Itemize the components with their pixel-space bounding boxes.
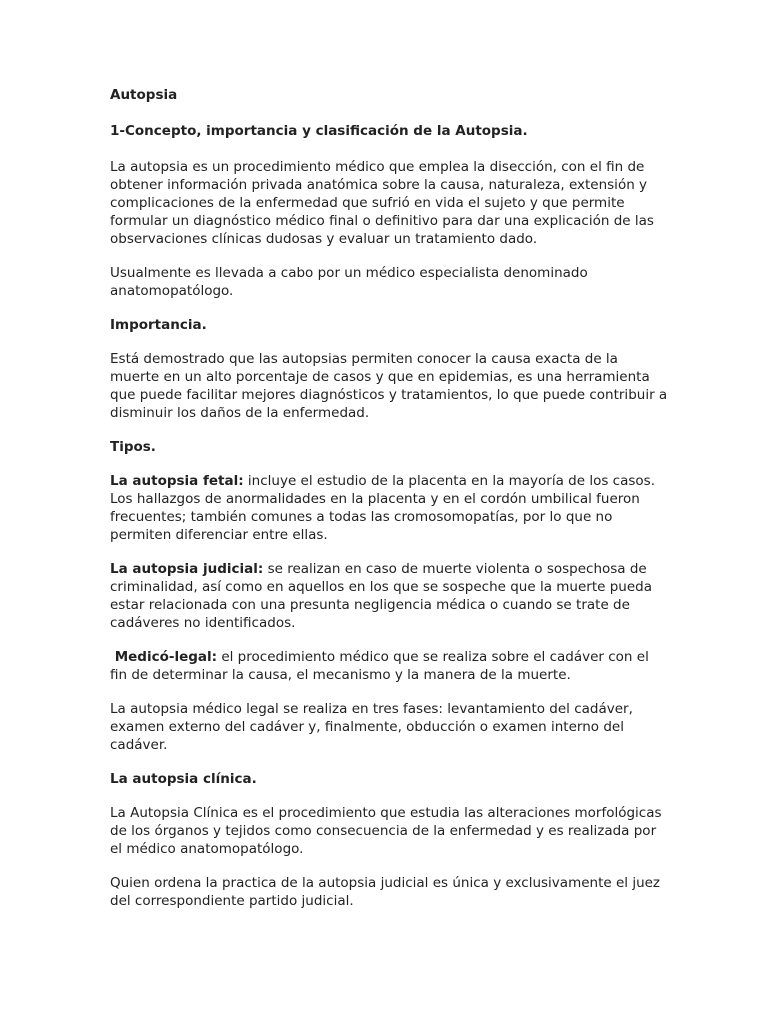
section-heading: 1-Concepto, importancia y clasificación de la Autopsia.: [110, 123, 528, 139]
judicial-autopsy-label: La autopsia judicial:: [110, 561, 264, 577]
intro-paragraph: La autopsia es un procedimiento médico que emplea la disección, con el fin de obtener información privada anatómica sobre la causa, naturaleza, extensión y complicaciones de la enfermedad que sufrió en vida el sujeto y que permite formular un diagnóstico médico final o definitivo para dar una explicación de las observaciones clínicas dudosas y evaluar un tratamiento dado.: [110, 159, 654, 247]
judge-paragraph: Quien ordena la practica de la autopsia judicial es única y exclusivamente el juez del correspondiente partido judicial.: [110, 875, 661, 909]
fetal-autopsy-paragraph: [110, 472, 668, 544]
medico-legal-text: el procedimiento médico que se realiza sobre el cadáver con el fin de determinar la causa, el mecanismo y la manera de la muerte.: [110, 649, 649, 683]
phases-paragraph: La autopsia médico legal se realiza en tres fases: levantamiento del cadáver, examen externo del cadáver y, finalmente, obducción o examen interno del cadáver.: [110, 701, 633, 753]
judicial-autopsy-text: se realizan en caso de muerte violenta o sospechosa de criminalidad, así como en aquellos en los que se sospeche que la muerte pueda estar relacionada con una presunta negligencia médica o cuando se trate de cadáveres no identificados.: [110, 561, 653, 631]
fetal-autopsy-text: incluye el estudio de la placenta en la mayoría de los casos. Los hallazgos de anormalidades en la placenta y en el cordón umbilical fueron frecuentes; también comunes a todas las cromosomopatías, por lo que no permiten diferenciar entre ellas.: [110, 473, 655, 543]
fetal-autopsy-label: La autopsia fetal:: [110, 473, 244, 489]
judicial-autopsy-paragraph: [110, 560, 668, 632]
medico-legal-paragraph: [110, 648, 668, 684]
importance-paragraph: Está demostrado que las autopsias permiten conocer la causa exacta de la muerte en un alto porcentaje de casos y que en epidemias, es una herramienta que puede facilitar mejores diagnósticos y tratamientos, lo que puede contribuir a disminuir los daños de la enfermedad.: [110, 351, 668, 421]
document-title: Autopsia: [110, 87, 178, 103]
clinical-paragraph: La Autopsia Clínica es el procedimiento que estudia las alteraciones morfológicas de los órganos y tejidos como consecuencia de la enfermedad y es realizada por el médico anatomopatólogo.: [110, 805, 662, 857]
types-heading: Tipos.: [110, 439, 156, 455]
clinical-heading: La autopsia clínica.: [110, 771, 257, 787]
importance-heading: Importancia.: [110, 317, 207, 333]
medico-legal-label: Medicó-legal:: [110, 649, 218, 665]
specialist-paragraph: Usualmente es llevada a cabo por un médico especialista denominado anatomopatólogo.: [110, 265, 588, 299]
